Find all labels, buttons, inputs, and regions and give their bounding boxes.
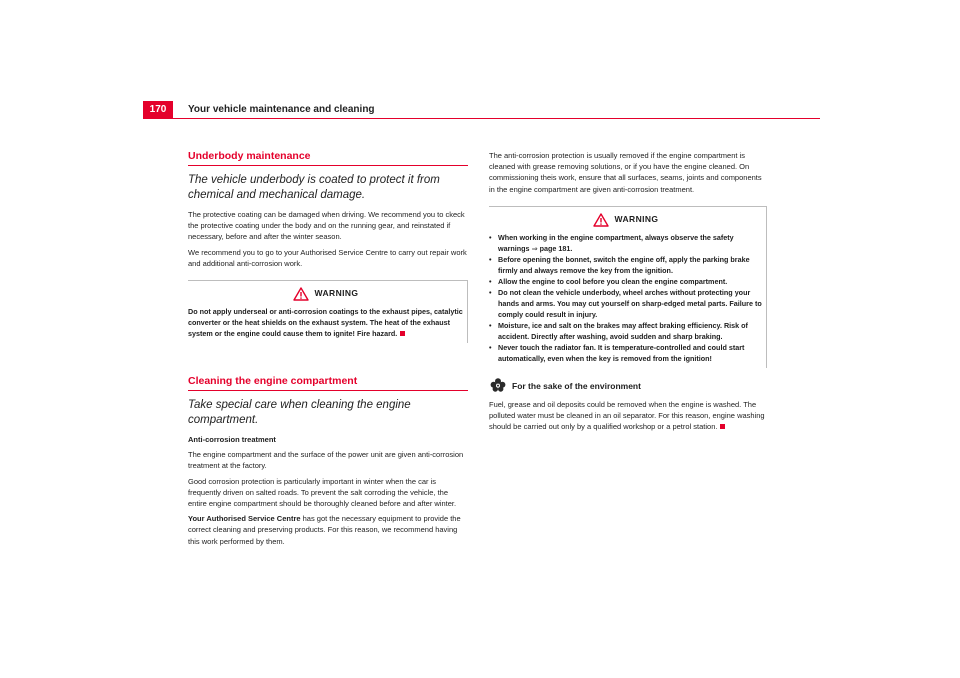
header-rule (173, 118, 820, 119)
warning-bullet (489, 287, 762, 320)
underbody-subtitle: The vehicle underbody is coated to protect it from chemical and mechanical damage. (188, 174, 440, 201)
running-title: Your vehicle maintenance and cleaning (188, 104, 375, 115)
underbody-paragraph-1: The protective coating can be damaged when driving. We recommend you to ckeck the protective coating under the body and on the running gear, and reinstated if necessary, before and after the winter season. (188, 210, 465, 242)
warning-label: WARNING (314, 288, 359, 299)
bullet-dot-icon: • (489, 254, 492, 264)
engine-paragraph-3 (188, 513, 468, 547)
engine-paragraph-2: Good corrosion protection is particularly important in winter when the car is frequently driven on salted roads. To prevent the salt corroding the vehicle, the entire engine compartment should be thoroughly cleaned before and after winter. (188, 476, 457, 509)
left-column (188, 150, 468, 551)
right-column (489, 150, 767, 437)
engine-warning-box (489, 206, 767, 368)
bullet-text: Moisture, ice and salt on the brakes may affect braking efficiency. Risk of accident. Directly after washing, avoid sudden and sharp braking. (498, 320, 748, 341)
bullet-dot-icon: • (489, 320, 492, 330)
bullet-text: When working in the engine compartment, always observe the safety warnings (498, 232, 734, 253)
warning-bullet (489, 232, 762, 254)
environment-title: For the sake of the environment (512, 380, 641, 391)
engine-warning-list (489, 232, 762, 364)
engine-cleaning-subtitle: Take special care when cleaning the engine compartment. (188, 399, 411, 427)
service-centre-emphasis: Your Authorised Service Centre (188, 514, 301, 524)
engine-cleaning-title: Cleaning the engine compartment (188, 375, 468, 391)
warning-bullet (489, 342, 762, 364)
anti-corrosion-heading: Anti-corrosion treatment (188, 435, 276, 445)
environment-paragraph (489, 399, 767, 433)
warning-bullet (489, 320, 762, 342)
warning-bullet (489, 276, 762, 287)
bullet-dot-icon: • (489, 287, 492, 297)
warning-triangle-icon (293, 287, 309, 301)
flower-environment-icon (489, 377, 507, 396)
page-ref-arrow-icon: ⇒ (531, 243, 538, 253)
bullet-text: Before opening the bonnet, switch the engine off, apply the parking brake firmly and always remove the key from the ignition. (498, 254, 750, 275)
end-of-section-mark (400, 331, 405, 336)
warning-label: WARNING (614, 214, 659, 225)
bullet-dot-icon: • (489, 342, 492, 352)
end-of-section-mark (720, 424, 725, 429)
underbody-warning-box (188, 280, 468, 343)
warning-triangle-icon (593, 213, 609, 227)
engine-paragraph-3-rest: has got the necessary equipment to provide the correct cleaning and preserving products. For this reason, we recommend having this work performed by them. (188, 514, 461, 546)
warning-bullet (489, 254, 762, 276)
bullet-text: Do not clean the vehicle underbody, wheel arches without protecting your hands and arms. You may cut yourself on sharp-edged metal parts. Failure to comply could result in injury. (498, 287, 762, 319)
right-intro-paragraph: The anti-corrosion protection is usually removed if the engine compartment is cleaned with grease removing solutions, or if you have the engine cleaned. On commissioning theis work, ensure that all surfaces, seams, joints and components in the engine compartment are given anti-corrosion treatment. (489, 151, 762, 194)
bullet-text: Allow the engine to cool before you clean the engine compartment. (498, 276, 728, 286)
engine-paragraph-1: The engine compartment and the surface of the power unit are given anti-corrosion treatment at the factory. (188, 450, 464, 471)
page-number: 170 (143, 101, 173, 119)
bullet-dot-icon: • (489, 232, 492, 242)
warning-heading (489, 213, 762, 227)
underbody-paragraph-2: We recommend you to go to your Authorised Service Centre to carry out repair work and additional anti-corrosion work. (188, 247, 467, 268)
page-ref-link[interactable]: page 181. (537, 243, 573, 253)
underbody-title: Underbody maintenance (188, 150, 468, 166)
environment-heading (489, 377, 767, 396)
warning-heading (188, 287, 463, 301)
bullet-dot-icon: • (489, 276, 492, 286)
underbody-warning-text (188, 306, 463, 339)
environment-text: Fuel, grease and oil deposits could be removed when the engine is washed. The polluted water must be cleaned in an oil separator. For this reason, engine washing should be carried out only by a qualified workshop or a petrol station. (489, 400, 765, 432)
warning-body: Do not apply underseal or anti-corrosion coatings to the exhaust pipes, catalytic converter or the heat shields on the exhaust system. The heat of the exhaust system or the engine could cause them to ignite! Fire hazard. (188, 307, 463, 339)
bullet-text: Never touch the radiator fan. It is temperature-controlled and could start automatically, even when the key is removed from the ignition! (498, 342, 745, 363)
